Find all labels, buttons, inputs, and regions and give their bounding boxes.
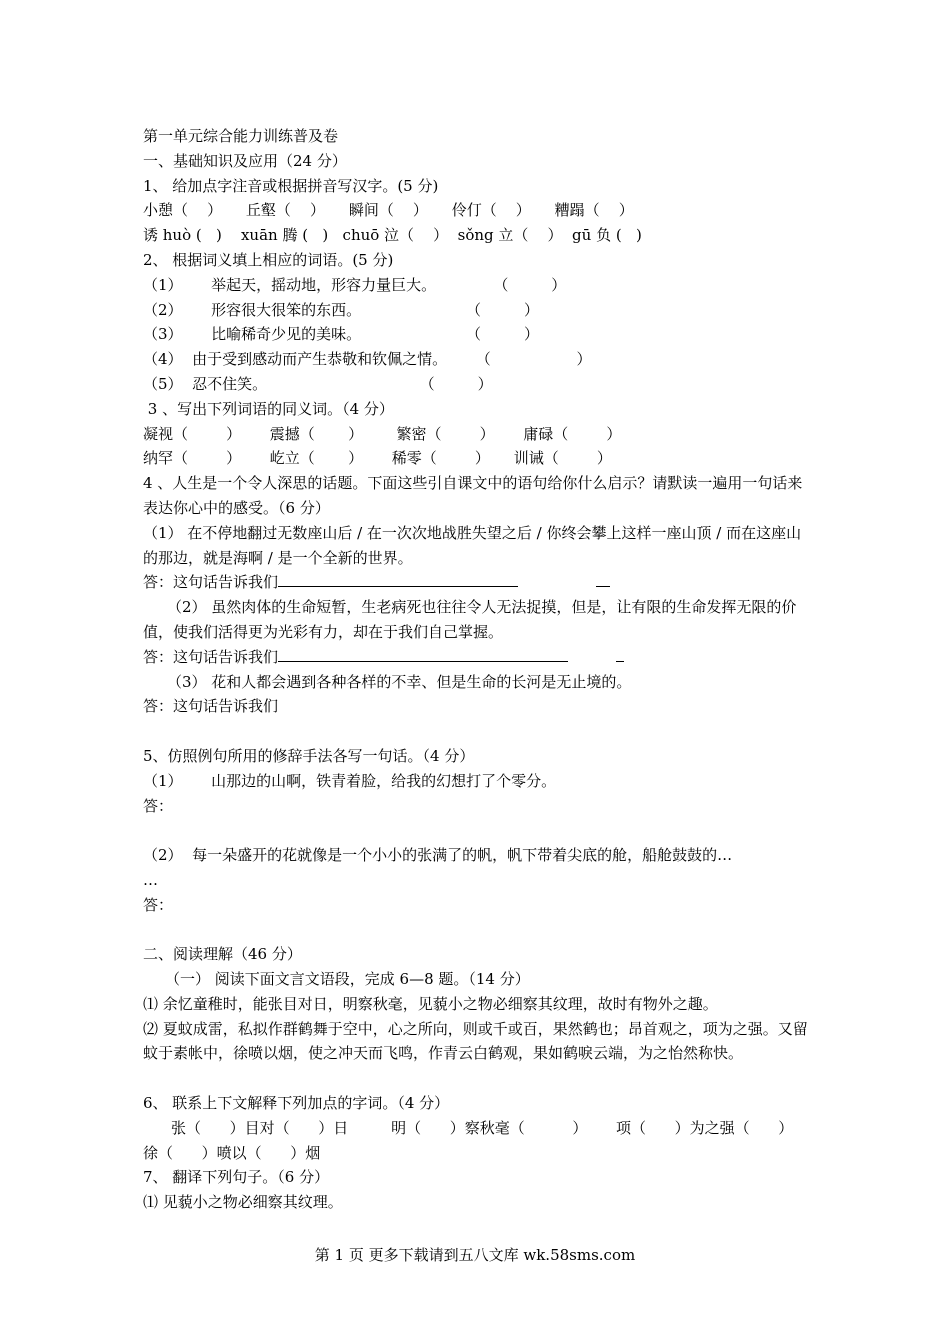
q6-row1: [143, 1116, 811, 1141]
q5-stem: 5、仿照例句所用的修辞手法各写一句话。（4 分）: [143, 746, 475, 765]
page-footer: 第 1 页 更多下载请到五八文库 wk.58sms.com: [314, 1246, 636, 1264]
q4-item3: [143, 670, 811, 695]
q4-item3-text: （3） 花和人都会遇到各种各样的不幸、但是生命的长河是无止境的。: [167, 672, 632, 691]
q5-item2-cont: …: [143, 870, 158, 889]
q4-stem: 4 、人生是一个令人深思的话题。下面这些引自课文中的语句给你什么启示？请默读一遍用一句话来表达你心中的感受。（6 分）: [143, 474, 803, 517]
q1-row1: 小憩（ ） 丘壑（ ） 瞬间（ ） 伶仃（ ） 糟蹋（ ）: [143, 201, 634, 220]
answer-blank[interactable]: [278, 571, 518, 587]
q7-stem: 7、 翻译下列句子。（6 分）: [143, 1168, 330, 1187]
q2-item: （1） 举起天，摇动地，形容力量巨大。 （ ）: [143, 275, 567, 294]
q4-answer1-label: 答：这句话告诉我们: [143, 573, 279, 592]
q4-item1: （1） 在不停地翻过无数座山后 / 在一次次地战胜失望之后 / 你终会攀上这样一座山顶 / 而在这座山的那边，就是海啊 / 是一个全新的世界。: [143, 523, 802, 567]
passage-paragraph-2: ⑵ 夏蚊成雷，私拟作群鹤舞于空中，心之所向，则或千或百，果然鹤也；昂首观之，项为之强。又留蚊于素帐中，徐喷以烟，使之冲天而飞鸣，作青云白鹤观，果如鹤唳云端，为之怡然称快。: [143, 1019, 808, 1063]
q3-stem: 3 、写出下列词语的同义词。（4 分）: [143, 399, 394, 418]
q7-item1: ⑴ 见藐小之物必细察其纹理。: [143, 1193, 343, 1212]
answer-blank[interactable]: [278, 646, 568, 662]
q3-row1: 凝视（ ） 震撼（ ） 繁密（ ） 庸碌（ ）: [143, 424, 622, 443]
q2-item: （5） 忍不住笑。 （ ）: [143, 374, 493, 393]
q3-row2: 纳罕（ ） 屹立（ ） 稀零（ ） 训诫（ ）: [143, 449, 612, 468]
q4-answer2-line: [143, 645, 811, 670]
section1-heading: 一、基础知识及应用（24 分）: [143, 151, 347, 170]
q4-answer3: 答：这句话告诉我们: [143, 697, 279, 716]
answer-blank-tail: [616, 646, 624, 662]
q5-answer2: 答：: [143, 895, 174, 914]
q1-stem: 1、 给加点字注音或根据拼音写汉字。(5 分): [143, 176, 439, 195]
q6-row2: 徐（ ）喷以（ ）烟: [143, 1143, 321, 1162]
q5-item1: （1） 山那边的山啊，铁青着脸，给我的幻想打了个零分。: [143, 771, 557, 790]
section2-heading: 二、阅读理解（46 分）: [143, 945, 302, 964]
q6-row1-text: 张（ ）目对（ ）日 明（ ）察秋毫（ ） 项（ ）为之强（ ）: [171, 1118, 794, 1137]
q4-item2-text: （2） 虽然肉体的生命短暂，生老病死也往往令人无法捉摸，但是，让有限的生命发挥无限的价值，使我们活得更为光彩有力，却在于我们自己掌握。: [143, 598, 797, 641]
q2-item: （4） 由于受到感动而产生恭敬和钦佩之情。 （ ）: [143, 350, 592, 369]
passage-paragraph-1: ⑴ 余忆童稚时，能张目对日，明察秋毫，见藐小之物必细察其纹理，故时有物外之趣。: [143, 994, 718, 1013]
reading-part1-heading: [143, 967, 811, 992]
q4-answer2-label: 答：这句话告诉我们: [143, 647, 279, 666]
reading-part1-text: （一） 阅读下面文言文语段，完成 6—8 题。（14 分）: [165, 970, 530, 989]
q1-row2: 诱 huò ( ) xuān 腾 ( ) chuō 泣（ ） sǒng 立（ ） gū 负 ( ): [143, 226, 642, 245]
exam-title: 第一单元综合能力训练普及卷: [143, 127, 339, 145]
q4-item2: [143, 595, 811, 645]
q2-stem: 2、 根据词义填上相应的词语。(5 分): [143, 250, 394, 269]
q5-answer1: 答：: [143, 796, 174, 815]
answer-blank-tail: [596, 571, 610, 587]
q5-item2: （2） 每一朵盛开的花就像是一个小小的张满了的帆，帆下带着尖底的舱，船舱鼓鼓的…: [143, 846, 733, 865]
q2-item: （2） 形容很大很笨的东西。 （ ）: [143, 300, 539, 319]
q2-item: （3） 比喻稀奇少见的美味。 （ ）: [143, 325, 539, 344]
q6-stem: 6、 联系上下文解释下列加点的字词。（4 分）: [143, 1094, 450, 1113]
exam-content: [143, 124, 811, 1215]
q4-answer1-line: [143, 570, 811, 595]
